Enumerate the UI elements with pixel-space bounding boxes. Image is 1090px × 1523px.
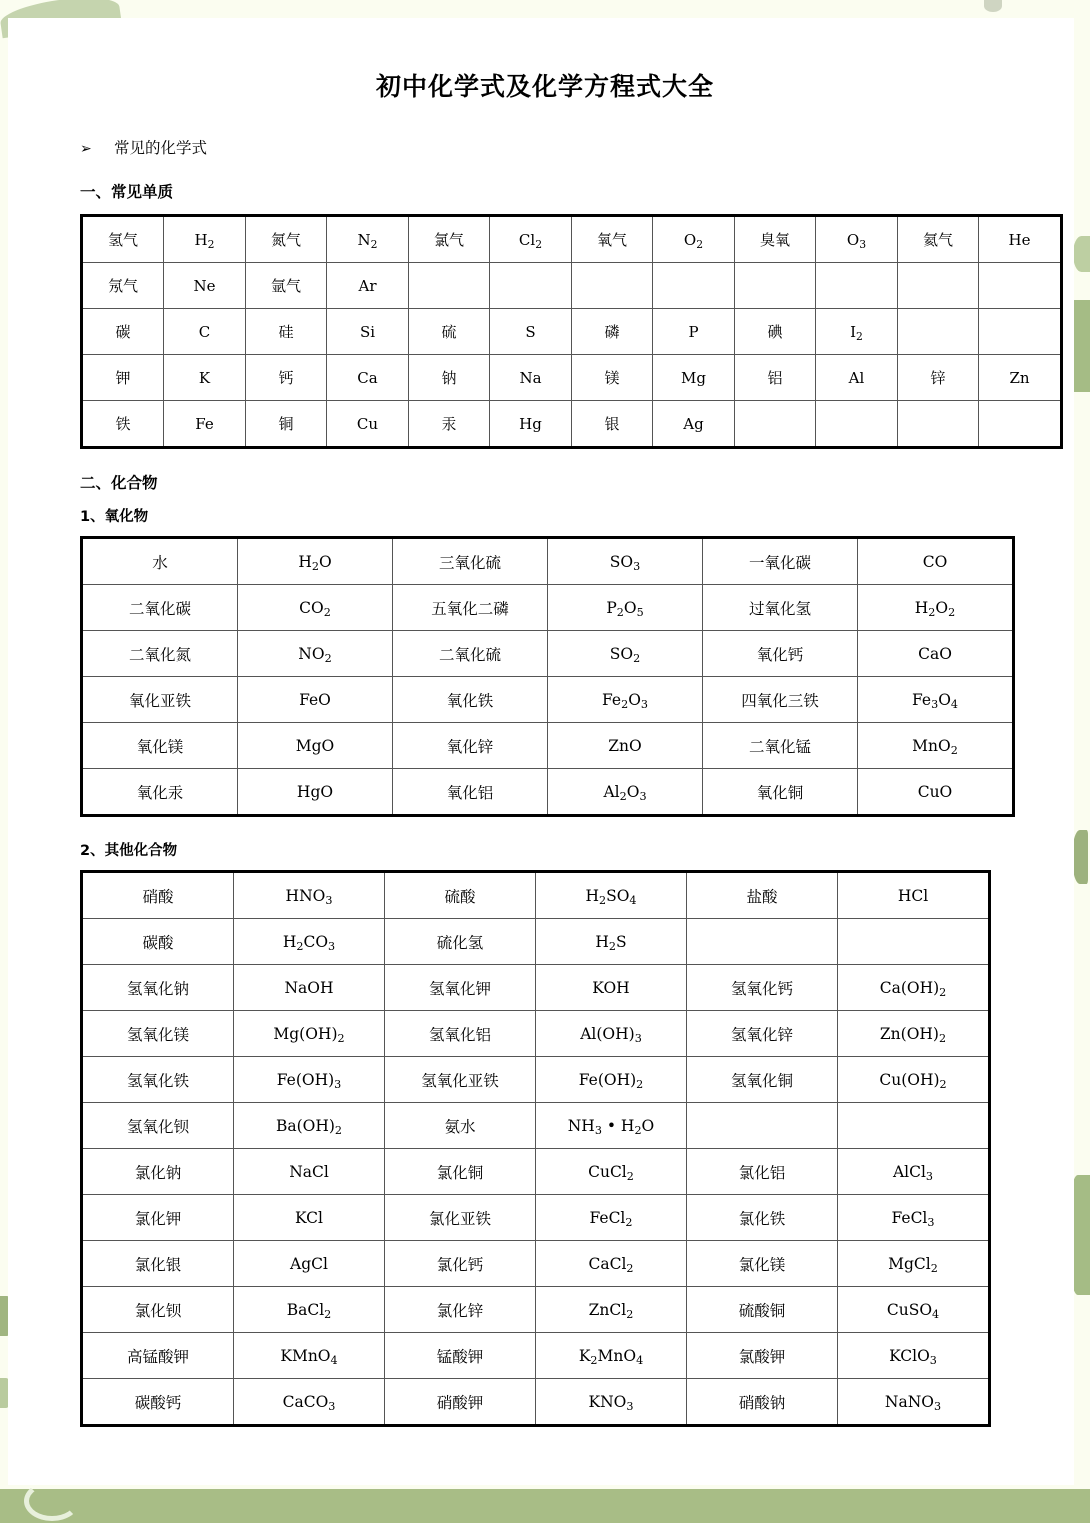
table-row	[82, 1103, 990, 1149]
cell-substance-name: 氧化钙	[703, 631, 858, 677]
cell-substance-name: 盐酸	[687, 872, 838, 919]
cell-substance-name: 氧化锌	[393, 723, 548, 769]
table-row	[82, 1241, 990, 1287]
cell-chemical-formula: ZnO	[548, 723, 703, 769]
cell-chemical-formula: Ag	[653, 401, 735, 448]
cell-substance-name: 氧化汞	[82, 769, 238, 816]
cell-chemical-formula: CaCO$_3$	[234, 1379, 385, 1426]
cell-substance-name: 氯化铜	[385, 1149, 536, 1195]
cell-chemical-formula: $NH_3$ • $H_2O$	[536, 1103, 687, 1149]
cell-chemical-formula: $Fe(OH)_3$	[234, 1057, 385, 1103]
cell-substance-name: 碘	[735, 309, 816, 355]
cell-substance-name: 氯气	[409, 216, 490, 263]
cell-substance-name: 硝酸	[82, 872, 234, 919]
cell-substance-name: 钾	[82, 355, 164, 401]
table-row	[82, 1149, 990, 1195]
cell-substance-name: 氯酸钾	[687, 1333, 838, 1379]
cell-chemical-formula: $Cl_2$	[490, 216, 572, 263]
table-common-elements	[80, 214, 1063, 449]
cell-substance-name: 钙	[246, 355, 327, 401]
cell-chemical-formula: KMnO$_4$	[234, 1333, 385, 1379]
cell-chemical-formula: $K_2MnO_4$	[536, 1333, 687, 1379]
table-row	[82, 723, 1014, 769]
cell-substance-name: 磷	[572, 309, 653, 355]
table-row	[82, 1333, 990, 1379]
cell-substance-name	[898, 309, 979, 355]
cell-substance-name: 硝酸钾	[385, 1379, 536, 1426]
cell-chemical-formula: $P_2O_5$	[548, 585, 703, 631]
cell-chemical-formula	[838, 1103, 990, 1149]
cell-chemical-formula	[979, 263, 1062, 309]
cell-chemical-formula: He	[979, 216, 1062, 263]
table-row	[82, 216, 1062, 263]
swirl-icon-bottom-left	[24, 1481, 80, 1521]
cell-chemical-formula: $KNO_3$	[536, 1379, 687, 1426]
cell-substance-name: 氢氧化钾	[385, 965, 536, 1011]
section-heading-elements: 一、常见单质	[80, 183, 174, 201]
cell-chemical-formula: $H_2O$	[238, 538, 393, 585]
cell-chemical-formula: Zn	[979, 355, 1062, 401]
cell-chemical-formula	[653, 263, 735, 309]
cell-substance-name	[572, 263, 653, 309]
table-others-body	[82, 872, 990, 1426]
cell-chemical-formula: $Fe(OH)_2$	[536, 1057, 687, 1103]
decor-bottom-band	[0, 1489, 1090, 1523]
cell-chemical-formula: MgO	[238, 723, 393, 769]
cell-substance-name: 氯化亚铁	[385, 1195, 536, 1241]
cell-substance-name: 硫酸铜	[687, 1287, 838, 1333]
cell-substance-name: 氯化镁	[687, 1241, 838, 1287]
cell-substance-name	[898, 263, 979, 309]
page-title: 初中化学式及化学方程式大全	[375, 72, 714, 101]
cell-chemical-formula: FeO	[238, 677, 393, 723]
cell-substance-name: 碳	[82, 309, 164, 355]
subsection-heading-oxides: 1、氧化物	[80, 509, 149, 525]
cell-chemical-formula: C	[164, 309, 246, 355]
cell-substance-name	[687, 919, 838, 965]
cell-chemical-formula: $Zn(OH)_2$	[838, 1011, 990, 1057]
leaf-icon-right-two	[1072, 830, 1088, 884]
table-row	[82, 677, 1014, 723]
cell-substance-name: 氧化铁	[393, 677, 548, 723]
cell-substance-name: 铝	[735, 355, 816, 401]
cell-chemical-formula: $SO_2$	[548, 631, 703, 677]
cell-substance-name: 镁	[572, 355, 653, 401]
cell-chemical-formula: NaNO$_3$	[838, 1379, 990, 1426]
cell-substance-name: 二氧化硫	[393, 631, 548, 677]
bullet-common-formulas-label: 常见的化学式	[114, 139, 208, 157]
cell-chemical-formula: NaOH	[234, 965, 385, 1011]
cell-substance-name: 五氧化二磷	[393, 585, 548, 631]
cell-substance-name: 二氧化氮	[82, 631, 238, 677]
cell-chemical-formula: Ca	[327, 355, 409, 401]
cell-substance-name: 氢气	[82, 216, 164, 263]
cell-chemical-formula: AgCl	[234, 1241, 385, 1287]
cell-chemical-formula: BaCl$_2$	[234, 1287, 385, 1333]
table-row	[82, 631, 1014, 677]
cell-chemical-formula: MnO$_2$	[858, 723, 1014, 769]
cell-chemical-formula: $H_2SO_4$	[536, 872, 687, 919]
cell-substance-name: 硫化氢	[385, 919, 536, 965]
cell-substance-name: 氧化铝	[393, 769, 548, 816]
table-row	[82, 965, 990, 1011]
cell-chemical-formula: KClO$_3$	[838, 1333, 990, 1379]
cell-substance-name: 氯化钙	[385, 1241, 536, 1287]
table-row	[82, 538, 1014, 585]
cell-chemical-formula: CuCl$_2$	[536, 1149, 687, 1195]
cell-substance-name: 汞	[409, 401, 490, 448]
cell-chemical-formula: HCl	[838, 872, 990, 919]
cell-substance-name: 过氧化氢	[703, 585, 858, 631]
table-other-compounds	[80, 870, 991, 1427]
cell-chemical-formula: $H_2O_2$	[858, 585, 1014, 631]
cell-chemical-formula: $Fe_2O_3$	[548, 677, 703, 723]
spacer-after-elements-table	[80, 453, 1010, 471]
table-row	[82, 1011, 990, 1057]
cell-substance-name: 氢氧化钙	[687, 965, 838, 1011]
table-oxides-body	[82, 538, 1014, 816]
table-row	[82, 769, 1014, 816]
table-row	[82, 872, 990, 919]
cell-chemical-formula: Hg	[490, 401, 572, 448]
cell-chemical-formula: S	[490, 309, 572, 355]
cell-chemical-formula: $Ca(OH)_2$	[838, 965, 990, 1011]
cell-chemical-formula: $O_2$	[653, 216, 735, 263]
cell-chemical-formula: Fe	[164, 401, 246, 448]
cell-substance-name: 氢氧化镁	[82, 1011, 234, 1057]
subsection-heading-other-compounds: 2、其他化合物	[80, 843, 178, 859]
cell-substance-name: 氢氧化亚铁	[385, 1057, 536, 1103]
cell-substance-name: 三氧化硫	[393, 538, 548, 585]
cell-chemical-formula: P	[653, 309, 735, 355]
cell-substance-name: 氨水	[385, 1103, 536, 1149]
table-row	[82, 1287, 990, 1333]
cell-chemical-formula: MgCl$_2$	[838, 1241, 990, 1287]
cell-substance-name: 氢氧化锌	[687, 1011, 838, 1057]
cell-chemical-formula: $H_2S$	[536, 919, 687, 965]
cell-chemical-formula	[490, 263, 572, 309]
cell-substance-name: 氩气	[246, 263, 327, 309]
cell-substance-name: 氦气	[898, 216, 979, 263]
arrow-bullet-icon: ➢	[80, 141, 92, 157]
cell-chemical-formula: KCl	[234, 1195, 385, 1241]
section-heading-compounds: 二、化合物	[80, 474, 158, 492]
cell-chemical-formula: $H_2$	[164, 216, 246, 263]
cell-chemical-formula: $Al_2O_3$	[548, 769, 703, 816]
cell-substance-name: 一氧化碳	[703, 538, 858, 585]
cell-substance-name: 氧化亚铁	[82, 677, 238, 723]
cell-substance-name: 硫	[409, 309, 490, 355]
cell-substance-name: 氢氧化钠	[82, 965, 234, 1011]
bullet-common-formulas	[80, 136, 1010, 158]
cell-chemical-formula	[816, 263, 898, 309]
cell-substance-name: 氧气	[572, 216, 653, 263]
cell-substance-name: 银	[572, 401, 653, 448]
cell-chemical-formula: Cu	[327, 401, 409, 448]
cell-substance-name: 氯化银	[82, 1241, 234, 1287]
cell-substance-name	[898, 401, 979, 448]
cell-chemical-formula: $Cu(OH)_2$	[838, 1057, 990, 1103]
table-row	[82, 401, 1062, 448]
cell-substance-name: 氢氧化铜	[687, 1057, 838, 1103]
table-row	[82, 1195, 990, 1241]
cell-chemical-formula: CaO	[858, 631, 1014, 677]
cell-chemical-formula: $Al(OH)_3$	[536, 1011, 687, 1057]
cell-substance-name	[687, 1103, 838, 1149]
cell-chemical-formula: AlCl$_3$	[838, 1149, 990, 1195]
cell-chemical-formula: Si	[327, 309, 409, 355]
cell-chemical-formula: $HNO_3$	[234, 872, 385, 919]
cell-chemical-formula: $I_2$	[816, 309, 898, 355]
cell-chemical-formula: $Fe_3O_4$	[858, 677, 1014, 723]
cell-chemical-formula	[838, 919, 990, 965]
cell-substance-name: 氯化铝	[687, 1149, 838, 1195]
cell-chemical-formula: Ne	[164, 263, 246, 309]
cell-chemical-formula: HgO	[238, 769, 393, 816]
cell-chemical-formula: Na	[490, 355, 572, 401]
cell-chemical-formula: $NO_2$	[238, 631, 393, 677]
document-content	[80, 72, 1031, 1431]
leaf-icon-right-upper	[1073, 236, 1090, 272]
cell-substance-name: 钠	[409, 355, 490, 401]
cell-chemical-formula: CO	[858, 538, 1014, 585]
cell-chemical-formula: CuSO$_4$	[838, 1287, 990, 1333]
cell-substance-name: 硅	[246, 309, 327, 355]
cell-substance-name: 臭氧	[735, 216, 816, 263]
table-row	[82, 309, 1062, 355]
cell-chemical-formula: K	[164, 355, 246, 401]
cell-substance-name: 二氧化锰	[703, 723, 858, 769]
cell-substance-name: 水	[82, 538, 238, 585]
cell-chemical-formula: $O_3$	[816, 216, 898, 263]
spacer-after-oxides-table	[80, 821, 1010, 839]
table-row	[82, 1057, 990, 1103]
cell-substance-name: 铜	[246, 401, 327, 448]
cell-chemical-formula: FeCl$_2$	[536, 1195, 687, 1241]
cell-substance-name: 四氧化三铁	[703, 677, 858, 723]
cell-substance-name: 二氧化碳	[82, 585, 238, 631]
cell-chemical-formula	[979, 309, 1062, 355]
cell-chemical-formula: FeCl$_3$	[838, 1195, 990, 1241]
cell-substance-name: 硝酸钠	[687, 1379, 838, 1426]
cell-chemical-formula: Ar	[327, 263, 409, 309]
cell-chemical-formula: $Ba(OH)_2$	[234, 1103, 385, 1149]
cell-substance-name: 氯化钡	[82, 1287, 234, 1333]
cell-chemical-formula: $N_2$	[327, 216, 409, 263]
table-row	[82, 1379, 990, 1426]
cell-substance-name: 氯化锌	[385, 1287, 536, 1333]
table-elements-body	[82, 216, 1062, 448]
cell-substance-name: 氢氧化钡	[82, 1103, 234, 1149]
cell-chemical-formula: $H_2CO_3$	[234, 919, 385, 965]
table-row	[82, 263, 1062, 309]
cell-substance-name: 锰酸钾	[385, 1333, 536, 1379]
cell-chemical-formula: ZnCl$_2$	[536, 1287, 687, 1333]
cell-substance-name: 氢氧化铝	[385, 1011, 536, 1057]
cell-chemical-formula: CuO	[858, 769, 1014, 816]
cell-substance-name	[735, 401, 816, 448]
cell-chemical-formula: KOH	[536, 965, 687, 1011]
cell-substance-name: 碳酸	[82, 919, 234, 965]
cell-chemical-formula: $CO_2$	[238, 585, 393, 631]
cell-chemical-formula: $Mg(OH)_2$	[234, 1011, 385, 1057]
cell-chemical-formula: NaCl	[234, 1149, 385, 1195]
cell-substance-name: 高锰酸钾	[82, 1333, 234, 1379]
cell-substance-name	[409, 263, 490, 309]
cell-substance-name: 氯化钠	[82, 1149, 234, 1195]
cell-substance-name: 碳酸钙	[82, 1379, 234, 1426]
cell-chemical-formula	[816, 401, 898, 448]
cell-substance-name: 氧化铜	[703, 769, 858, 816]
cell-chemical-formula	[979, 401, 1062, 448]
cell-substance-name: 锌	[898, 355, 979, 401]
cell-chemical-formula: Mg	[653, 355, 735, 401]
table-oxides	[80, 536, 1015, 817]
cell-substance-name: 氧化镁	[82, 723, 238, 769]
cell-substance-name: 铁	[82, 401, 164, 448]
cell-substance-name: 氢氧化铁	[82, 1057, 234, 1103]
decor-top-accent	[984, 0, 1002, 12]
table-row	[82, 585, 1014, 631]
cell-substance-name	[735, 263, 816, 309]
table-row	[82, 355, 1062, 401]
cell-chemical-formula: $SO_3$	[548, 538, 703, 585]
cell-chemical-formula: Al	[816, 355, 898, 401]
cell-chemical-formula: CaCl$_2$	[536, 1241, 687, 1287]
cell-substance-name: 氯化钾	[82, 1195, 234, 1241]
cell-substance-name: 氮气	[246, 216, 327, 263]
cell-substance-name: 氯化铁	[687, 1195, 838, 1241]
cell-substance-name: 硫酸	[385, 872, 536, 919]
cell-substance-name: 氖气	[82, 263, 164, 309]
table-row	[82, 919, 990, 965]
